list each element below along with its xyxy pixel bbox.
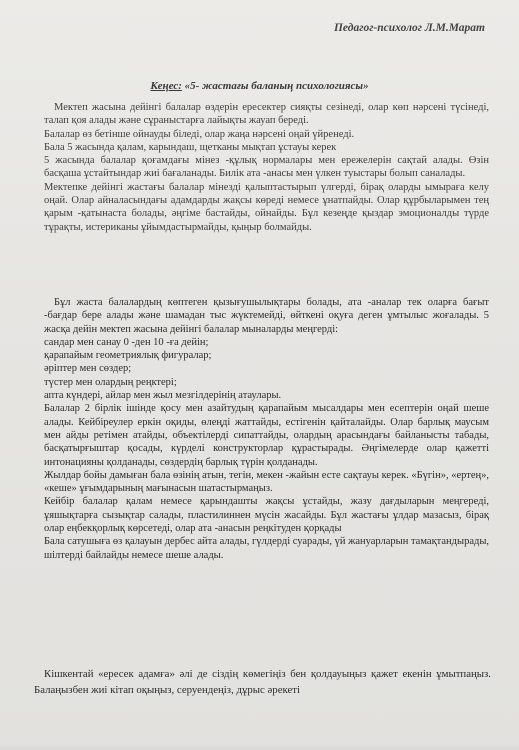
list-item: қарапайым геометриялық фигуралар; [44, 350, 212, 362]
paragraph: Кішкентай «ересек адамға» әлі де сіздің көмегіңіз бен қолдауыңыз қажет екенін ұмытпаңыз. Балаңызбен жиі кітап оқыңыз, серуендеңіз, дұрыс әрекеті [34, 668, 491, 696]
title-prefix: Кеңес: [150, 80, 182, 92]
page-title [0, 80, 519, 92]
paragraph: Балалар 2 бірлік ішінде қосу мен азайтудың қарапайым мысалдары мен есептерін оңай шеше алады. Кейбіреулер еркін оқиды, өлеңді жаттайды, естігенін қайталайды. Олар барлық маусым мен айды ретімен атайды, объектілерді сипаттайды, олардың арасындағы байланысты табады, басқатырғыштар қосады, күрделі конструкторлар құрастырады. Әңгімелерде олар қажетті интонацияны қолданады, сөздердің барлық түрін қолданады. [44, 403, 489, 468]
list-item: түстер мен олардың реңктері; [44, 376, 177, 388]
paragraph: Балалар өз бетінше ойнауды біледі, олар жаңа нәрсені оңай үйренеді. [44, 128, 355, 140]
author-line: Педагог-психолог Л.М.Марат [333, 22, 485, 34]
list-item: әріптер мен сөздер; [44, 363, 132, 375]
list-item: сандар мен санау 0 -ден 10 -ға дейін; [44, 336, 209, 348]
section-intro [44, 101, 489, 234]
paragraph: Мектепке дейінгі жастағы балалар мінезді қалыптастырып үлгерді, бірақ оларды ымыраға келу оңай. Олар айналасындағы адамдарды жақсы көреді немесе ұнатпайды. Олар құрбыларымен тең қарым -қатынаста болады, әңгіме бастайды, ойнайды. Бұл кезеңде қыздар эмоционалды түрде тұрақты, истериканы ұйымдастырмайды, қыңыр болмайды. [44, 181, 489, 233]
list-item: апта күндері, айлар мен жыл мезгілдерінің атаулары. [44, 390, 282, 402]
page-shadow [0, 744, 519, 750]
paragraph: Жылдар бойы дамыған бала өзінің атын, тегін, мекен -жайын есте сақтауы керек. «Бүгін», «ертең», «кеше» ұғымдарының мағынасын шатастырмаңыз. [44, 469, 489, 495]
paragraph: Кейбір балалар қалам немесе қарындашты жақсы ұстайды, жазу дағдыларын меңгереді, ұяшықтарға сызықтар салады, пластилиннен мүсін жасайды. Бұл жастағы ұлдар мазасыз, бірақ олар еңбекқорлық көрсетеді, олар ата -анасын реңкітуден қорқады [44, 496, 489, 535]
section-skills [44, 296, 489, 562]
paragraph: Бұл жаста балалардың көптеген қызығушылықтары болады, ата -аналар тек оларға бағыт -бағдар бере алады және шамадан тыс жүктемейді, өйткені оқуға деген ұмтылыс жоғалады. 5 жасқа дейін мектеп жасына дейінгі балалар мыналарды меңгерді: [44, 297, 489, 335]
paragraph: Бала 5 жасында қалам, карындаш, щетканы мықтап ұстауы керек [44, 141, 337, 153]
section-advice [34, 667, 491, 698]
title-text: «5- жастағы баланың психологиясы» [184, 80, 369, 92]
paragraph: Бала сатушыға өз қалауын дербес айта алады, гүлдерді суарады, үй жануарларын тамақтандырады, шілтерді байлайды немесе шеше алады. [44, 536, 489, 561]
paragraph: 5 жасында балалар қоғамдағы мінез -құлық нормалары мен ережелерін сақтай алады. Өзін басқаша ұстайтындар жиі бағаланады. Билік ата -анасы мен үлкен туыстары болып саналады. [44, 155, 489, 180]
paragraph: Мектеп жасына дейінгі балалар өздерін ересектер сияқты сезінеді, олар көп нәрсені түсінеді, талап қоя алады және сұраныстарға лайықты жауап береді. [44, 102, 489, 127]
